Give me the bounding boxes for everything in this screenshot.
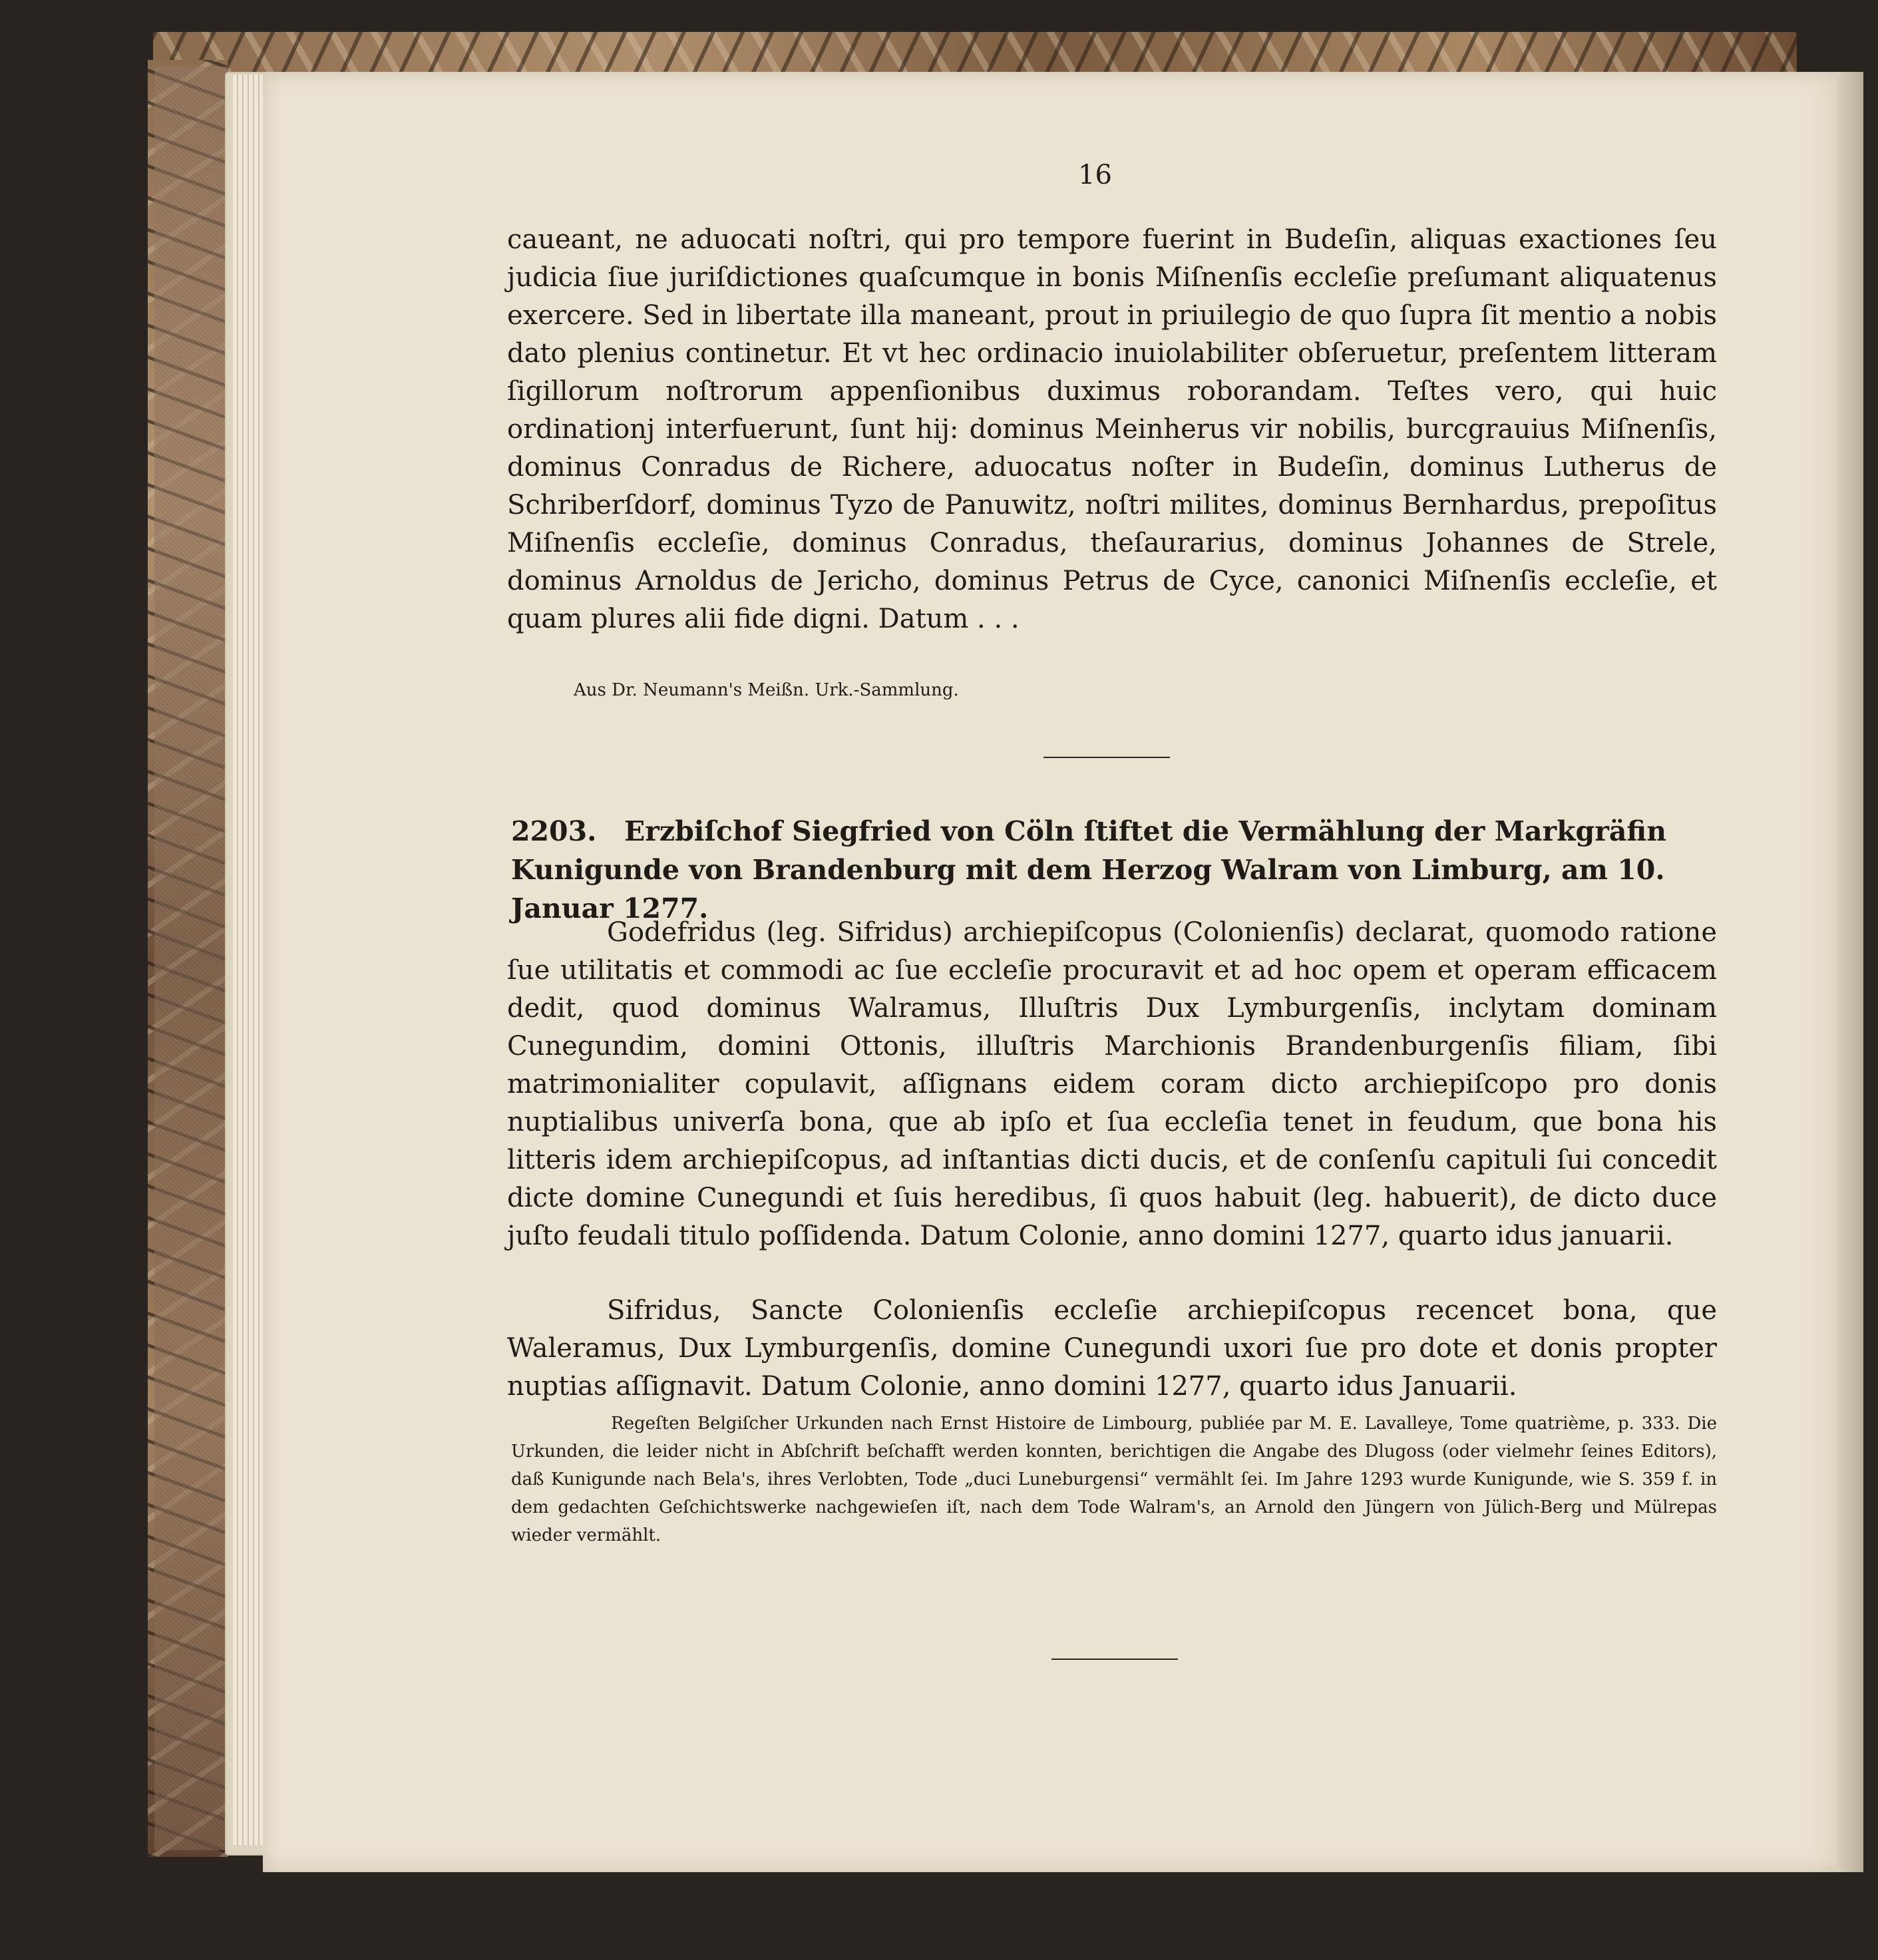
footnote-text: Regeſten Belgiſcher Urkunden nach Ernst Histoire de Limbourg, publiée par M. E. Lavalleye, Tome quatrième, p. 333. Die Urkunden, die leider nicht in Abſchrift beſchafft werden konnten, berichtigen die Angabe des Dlugoss (oder vielmehr ſeines Editors), daß Kunigunde nach Bela's, ihres Verlobten, Tode „duci Luneburgensi“ vermählt ſei. Im Jahre 1293 wurde Kunigunde, wie S. 359 f. in dem gedachten Geſchichtswerke nachgewieſen iſt, nach dem Tode Walram's, an Arnold den Jüngern von Jülich-Berg und Mülrepas wieder vermählt. xyxy=(511,1414,1717,1545)
entry-paragraph-2: Sifridus, Sancte Colonienſis eccleſie archiepiſcopus recencet bona, que Waleramus, Dux Lymburgenſis, domine Cunegundi uxori ſue pro dote et donis propter nuptias aſſignavit. Datum Colonie, anno domini 1277, quarto idus Januarii. xyxy=(507,1295,1717,1402)
section-divider xyxy=(1043,757,1170,758)
entry-paragraph-1: Godefridus (leg. Sifridus) archiepiſcopus (Colonienſis) declarat, quomodo ratione ſue utilitatis et commodi ac ſue eccleſie procuravit et ad hoc opem et operam efficacem dedit, quod dominus Walramus, Illuſtris Dux Lymburgenſis, inclytam dominam Cunegundim, domini Ottonis, illuſtris Marchionis Brandenburgenſis filiam, ſibi matrimonialiter copulavit, aſſignans eidem coram dicto archiepiſcopo pro donis nuptialibus univerſa bona, que ab ipſo et ſua eccleſia tenet in feudum, que bona his litteris idem archiepiſcopus, ad inſtantias dicti ducis, et de conſenſu capituli ſui concedit dicte domine Cunegundi et ſuis heredibus, ſi quos habuit (leg. habuerit), de dicto duce juſto feudali titulo poſſidenda. Datum Colonie, anno domini 1277, quarto idus januarii. xyxy=(507,917,1717,1251)
cloth-binding xyxy=(154,67,228,1850)
footnote xyxy=(511,1410,1717,1549)
page-right-edge xyxy=(1837,72,1863,1872)
source-note: Aus Dr. Neumann's Meißn. Urk.-Sammlung. xyxy=(574,680,959,700)
page-edge-lines xyxy=(233,75,266,1845)
entry-number: 2203. xyxy=(511,815,597,847)
page-number: 16 xyxy=(1078,160,1112,190)
closing-divider xyxy=(1051,1659,1178,1660)
entry-heading xyxy=(511,812,1717,928)
top-paragraph: caueant, ne aduocati noſtri, qui pro tempore fuerint in Budeſin, aliquas exactiones ſeu judicia ſiue juriſdictiones quaſcumque in bonis Miſnenſis eccleſie preſumant aliquatenus exercere. Sed in libertate illa maneant, prout in priuilegio de quo ſupra ſit mentio a nobis dato plenius continetur. Et vt hec ordinacio inuiolabiliter obſeruetur, preſentem litteram ſigillorum noſtrorum appenſionibus duximus roborandam. Teſtes vero, qui huic ordinationj interfuerunt, ſunt hij: dominus Meinherus vir nobilis, burcgrauius Miſnenſis, dominus Conradus de Richere, aduocatus noſter in Budeſin, dominus Lutherus de Schriberſdorf, dominus Tyzo de Panuwitz, noſtri milites, dominus Bernhardus, prepoſitus Miſnenſis eccleſie, dominus Conradus, theſaurarius, dominus Johannes de Strele, dominus Arnoldus de Jericho, dominus Petrus de Cyce, canonici Miſnenſis eccleſie, et quam plures alii fide digni. Datum . . . xyxy=(507,224,1717,634)
entry-title: Erzbiſchof Siegfried von Cöln ſtiftet die Vermählung der Markgräfin Kunigunde von Brandenburg mit dem Herzog Walram von Limburg, am 10. Januar 1277. xyxy=(511,815,1667,924)
